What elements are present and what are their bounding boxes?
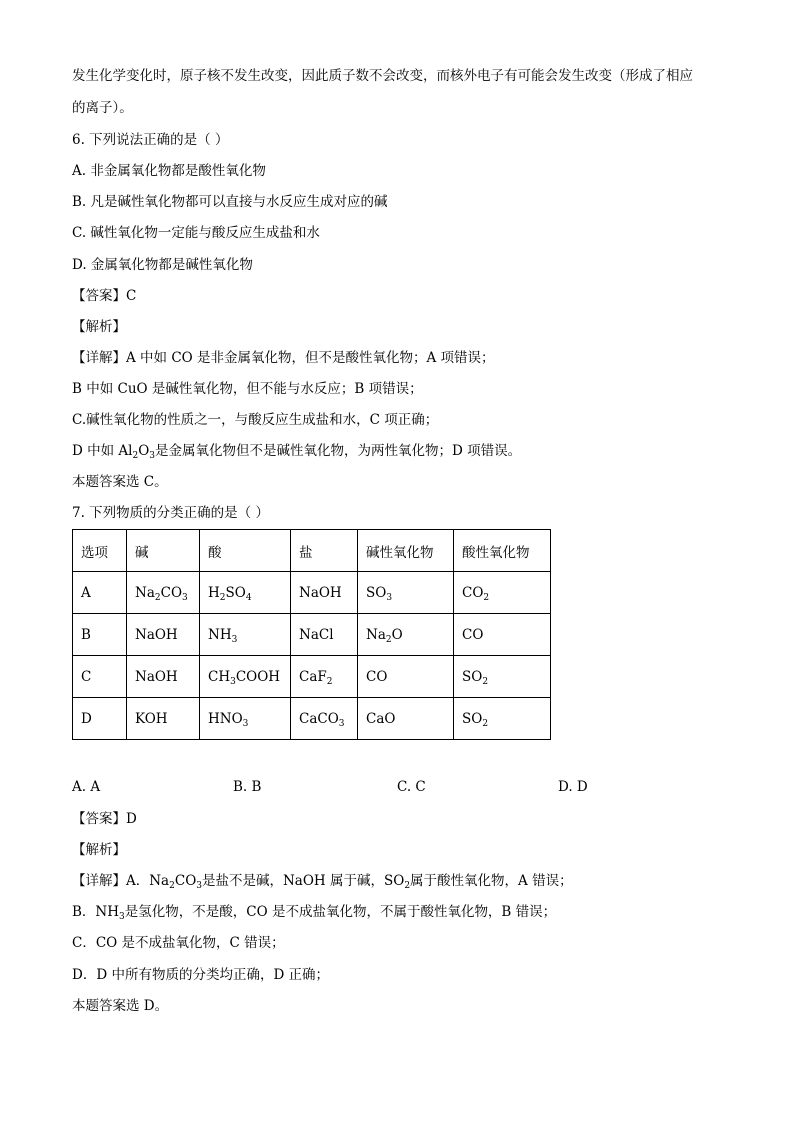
q6-detail-b: B 中如 CuO 是碱性氧化物，但不能与水反应；B 项错误； <box>72 381 423 397</box>
detail-tag: 【详解】 <box>72 873 126 889</box>
detail-d-pre: D 中如 Al <box>72 443 133 459</box>
q7-conclusion: 本题答案选 D。 <box>72 998 169 1014</box>
table-row <box>73 614 551 656</box>
header-cell: 选项 <box>73 530 127 572</box>
intro-line-2: 的离子）。 <box>72 100 133 116</box>
detail-text: B．$NH_3$是氢化物，不是酸，CO 是不成盐氧化物，不属于酸性氧化物，B 错误； <box>72 904 557 922</box>
detail-text: A．$Na_2CO_3$是盐不是碱，NaOH 属于碱，$SO_2$属于酸性氧化物，A 错误； <box>126 873 573 891</box>
table-cell: $Na_2O$ <box>358 614 454 656</box>
table-cell: $CH_3COOH$ <box>200 656 291 698</box>
q6-detail-c: C.碱性氧化物的性质之一，与酸反应生成盐和水，C 项正确； <box>72 412 439 428</box>
q7-option-a: A. A <box>72 779 101 795</box>
table-cell: $SO_2$ <box>454 698 551 740</box>
table-cell: $CO_2$ <box>454 572 551 614</box>
q6-option-b: B. 凡是碱性氧化物都可以直接与水反应生成对应的碱 <box>72 194 388 210</box>
detail-tag: 【详解】 <box>72 350 126 366</box>
table-cell: KOH <box>127 698 200 740</box>
table-cell: NaOH <box>127 614 200 656</box>
table-cell: $NH_3$ <box>200 614 291 656</box>
table-cell: $H_2SO_4$ <box>200 572 291 614</box>
sub: 3 <box>149 451 156 461</box>
table-cell: CO <box>358 656 454 698</box>
header-cell: 碱 <box>127 530 200 572</box>
detail-d-post: 是金属氧化物但不是碱性氧化物，为两性氧化物；D 项错误。 <box>155 443 522 459</box>
table-row <box>73 656 551 698</box>
q6-option-d: D. 金属氧化物都是碱性氧化物 <box>72 257 253 273</box>
q7-detail-d: D．D 中所有物质的分类均正确，D 正确； <box>72 967 330 983</box>
option-label-cell: B <box>73 614 127 656</box>
table-cell: CaCO$_3$ <box>291 698 358 740</box>
q7-option-d: D. D <box>558 779 588 795</box>
q7-answer <box>72 810 137 828</box>
intro-line-1: 发生化学变化时，原子核不发生改变，因此质子数不会改变，而核外电子有可能会发生改变（形成了相应 <box>72 68 693 84</box>
q7-option-c: C. C <box>397 779 426 795</box>
q6-analysis-tag: 【解析】 <box>72 319 126 335</box>
q6-stem: 6. 下列说法正确的是（ ） <box>72 132 229 148</box>
sub: 2 <box>132 451 139 461</box>
q6-option-a: A. 非金属氧化物都是酸性氧化物 <box>72 163 266 179</box>
q7-option-b: B. B <box>233 779 262 795</box>
detail-text: A 中如 CO 是非金属氧化物，但不是酸性氧化物；A 项错误； <box>126 350 495 366</box>
header-cell: 盐 <box>291 530 358 572</box>
q7-analysis-tag: 【解析】 <box>72 842 126 858</box>
option-label-cell: D <box>73 698 127 740</box>
table-cell: CO <box>454 614 551 656</box>
header-cell: 酸 <box>200 530 291 572</box>
q6-answer <box>72 287 136 305</box>
answer-value: C <box>126 288 137 304</box>
table-row <box>73 698 551 740</box>
table-row <box>73 572 551 614</box>
q6-option-c: C. 碱性氧化物一定能与酸反应生成盐和水 <box>72 225 320 241</box>
header-cell: 酸性氧化物 <box>454 530 551 572</box>
option-label-cell: C <box>73 656 127 698</box>
q7-detail-c: C．CO 是不成盐氧化物，C 错误； <box>72 935 285 951</box>
table-cell: NaOH <box>291 572 358 614</box>
answer-tag: 【答案】 <box>72 288 126 304</box>
table-cell: NaOH <box>127 656 200 698</box>
detail-d-mid: O <box>138 443 150 459</box>
q7-stem: 7. 下列物质的分类正确的是（ ） <box>72 505 269 521</box>
table-header-row <box>73 530 551 572</box>
table-cell: $SO_2$ <box>454 656 551 698</box>
q7-detail-b <box>72 903 556 921</box>
option-label-cell: A <box>73 572 127 614</box>
header-cell: 碱性氧化物 <box>358 530 454 572</box>
table-cell: NaCl <box>291 614 358 656</box>
q7-detail-a <box>72 872 573 890</box>
answer-value: D <box>126 811 137 827</box>
answer-tag: 【答案】 <box>72 811 126 827</box>
table-cell: CaO <box>358 698 454 740</box>
classification-table <box>72 529 551 740</box>
q6-detail-d <box>72 442 521 460</box>
q6-detail-a <box>72 349 495 367</box>
q6-conclusion: 本题答案选 C。 <box>72 474 168 490</box>
table-cell: $SO_3$ <box>358 572 454 614</box>
table-cell: $HNO_3$ <box>200 698 291 740</box>
table-cell: CaF$_2$ <box>291 656 358 698</box>
table-cell: $Na_2CO_3$ <box>127 572 200 614</box>
